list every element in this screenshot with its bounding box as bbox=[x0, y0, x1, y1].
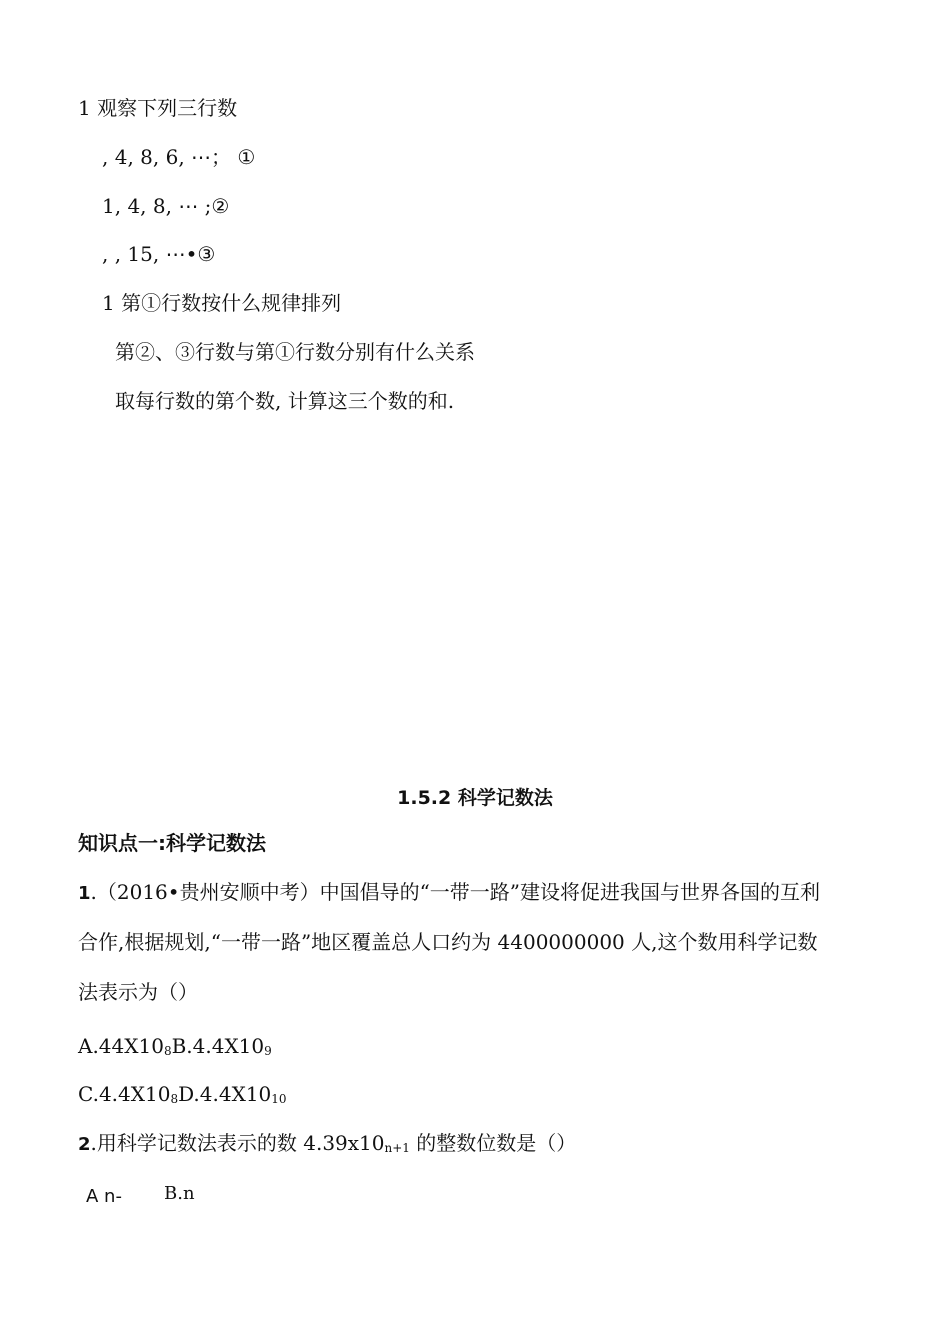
option-c[interactable]: $C.4.4X10_8$ bbox=[78, 1082, 179, 1106]
sub-question-2: 第②、③行数与第①行数分别有什么关系 bbox=[115, 340, 475, 364]
question-1-text-a: .（2016•贵州安顺中考）中国倡导的“一带一路”建设将促进我国与世界各国的互利 bbox=[90, 880, 821, 904]
question-1-number: 1 bbox=[78, 883, 91, 904]
question-1-options-ab bbox=[78, 1034, 272, 1058]
question-2-number: 2 bbox=[78, 1134, 91, 1155]
sequence-row-2: 1, 4, 8, ⋯ ;② bbox=[102, 194, 230, 218]
section-title: 1.5.2 科学记数法 bbox=[397, 787, 553, 809]
knowledge-point-heading: 知识点一:科学记数法 bbox=[78, 831, 266, 855]
question-1-line-1 bbox=[78, 880, 820, 906]
option-a[interactable]: $A.44X10_8$ bbox=[78, 1034, 172, 1058]
question-1-line-2: 合作,根据规划,“一带一路”地区覆盖总人口约为 4400000000 人,这个数用科学记数 bbox=[78, 930, 818, 954]
question-2-option-a[interactable]: A n- bbox=[86, 1186, 122, 1207]
sub-question-3: 取每行数的第个数, 计算这三个数的和. bbox=[115, 389, 455, 413]
question-2-option-b[interactable]: B.n bbox=[164, 1183, 195, 1204]
sequence-row-1: , 4, 8, 6, ⋯； ① bbox=[102, 145, 256, 169]
sequence-row-3: , , 15, ⋯•③ bbox=[102, 242, 216, 266]
sub-question-1: 1 第①行数按什么规律排列 bbox=[102, 291, 342, 315]
intro-line: 1 观察下列三行数 bbox=[78, 96, 238, 120]
question-2-line: 2.用科学记数法表示的数 $4.39x10_{n+1}$ 的整数位数是（） bbox=[78, 1131, 577, 1155]
option-d[interactable]: $D.4.4X10_{10}$ bbox=[178, 1082, 287, 1106]
option-b[interactable]: $B.4.4X10_9$ bbox=[171, 1034, 272, 1058]
question-1-options-cd bbox=[78, 1082, 287, 1106]
question-1-line-3: 法表示为（） bbox=[78, 980, 198, 1004]
